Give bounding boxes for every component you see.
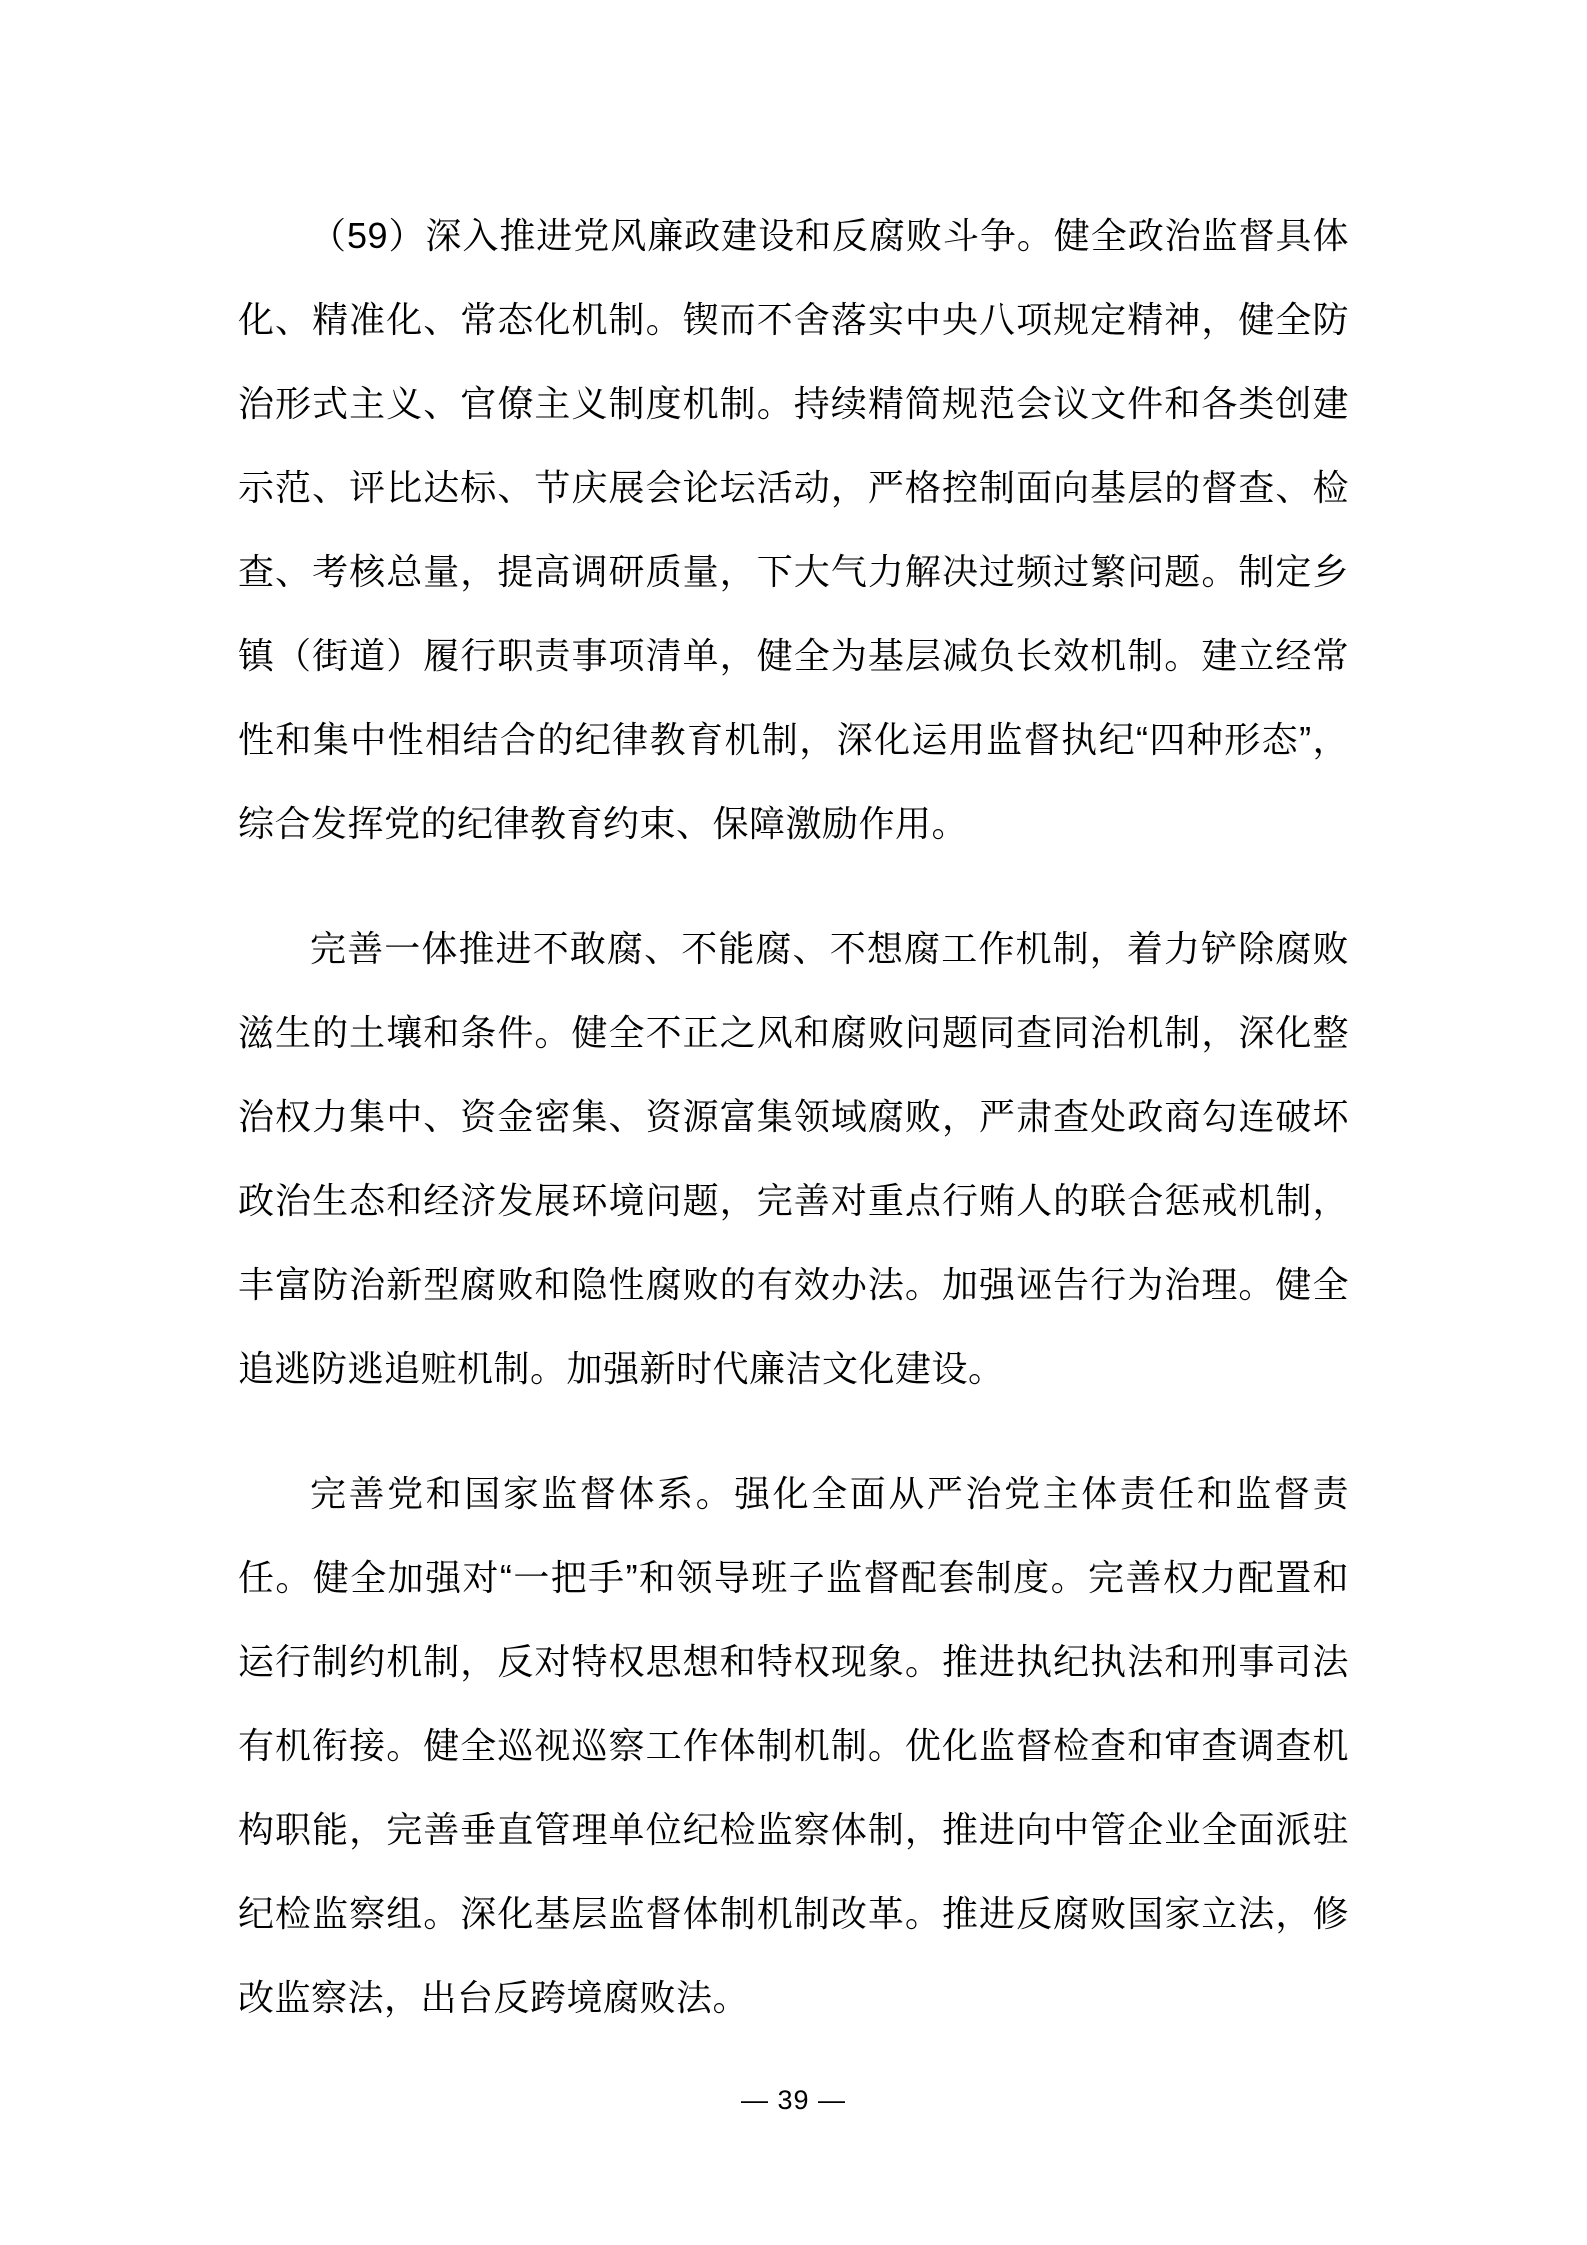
paragraph-anticorruption-work-mechanism: 完善一体推进不敢腐、不能腐、不想腐工作机制，着力铲除腐败滋生的土壤和条件。健全不正之风和腐败问题同查同治机制，深化整治权力集中、资金密集、资源富集领域腐败，严肃查处政商勾连破坏政治生态和经济发展环境问题，完善对重点行贿人的联合惩戒机制，丰富防治新型腐败和隐性腐败的有效办法。加强诬告行为治理。健全追逃防逃追赃机制。加强新时代廉洁文化建设。: [238, 928, 1349, 1389]
paragraph-59-party-conduct-anticorruption: （59）深入推进党风廉政建设和反腐败斗争。健全政治监督具体化、精准化、常态化机制。锲而不舍落实中央八项规定精神，健全防治形式主义、官僚主义制度机制。持续精简规范会议文件和各类创建示范、评比达标、节庆展会论坛活动，严格控制面向基层的督查、检查、考核总量，提高调研质量，下大气力解决过频过繁问题。制定乡镇（街道）履行职责事项清单，健全为基层减负长效机制。建立经常性和集中性相结合的纪律教育机制，深化运用监督执纪“四种形态”，综合发挥党的纪律教育约束、保障激励作用。: [238, 215, 1349, 844]
paragraph-party-state-supervision-system: 完善党和国家监督体系。强化全面从严治党主体责任和监督责任。健全加强对“一把手”和领导班子监督配套制度。完善权力配置和运行制约机制，反对特权思想和特权现象。推进执纪执法和刑事司法有机衔接。健全巡视巡察工作体制机制。优化监督检查和审查调查机构职能，完善垂直管理单位纪检监察体制，推进向中管企业全面派驻纪检监察组。深化基层监督体制机制改革。推进反腐败国家立法，修改监察法，出台反跨境腐败法。: [238, 1473, 1349, 2018]
page-number: — 39 —: [740, 2085, 847, 2115]
document-body: [238, 194, 1349, 2081]
